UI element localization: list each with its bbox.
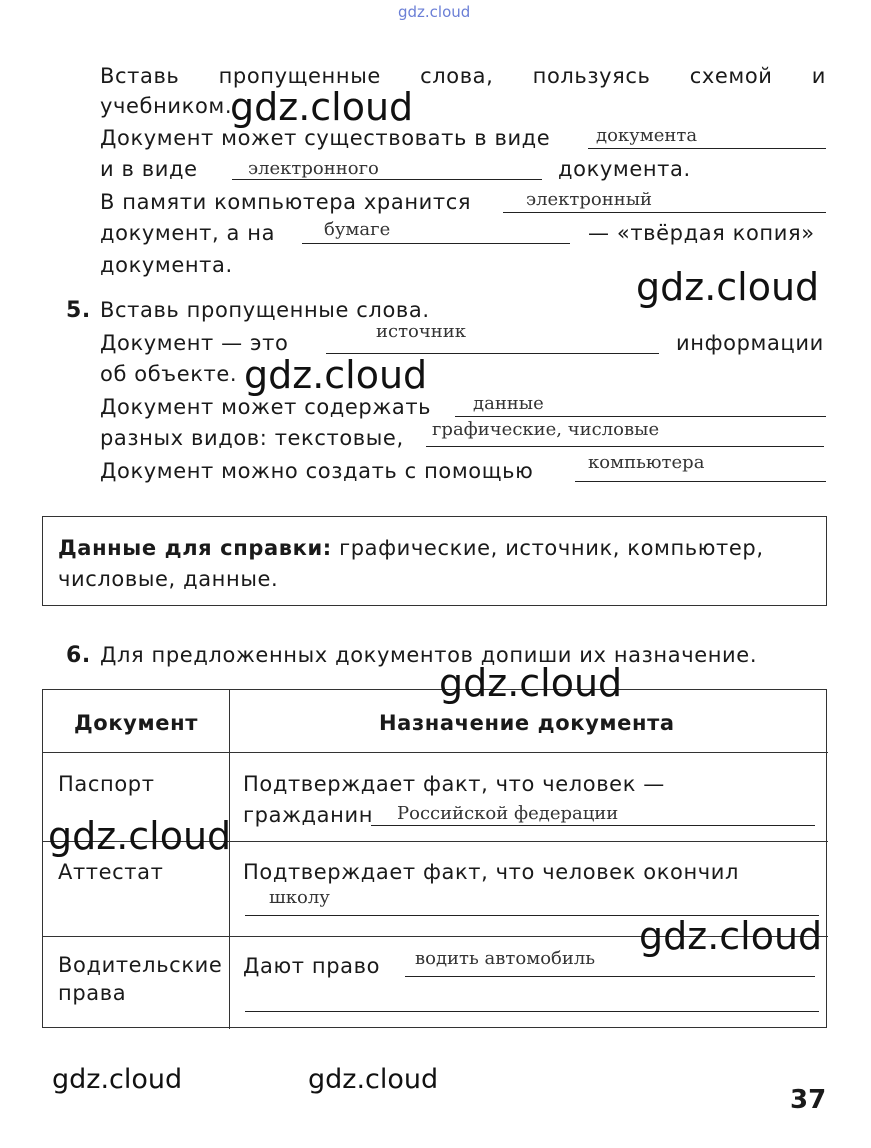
section-number: 5. — [66, 298, 91, 323]
s4-word: схемой — [689, 64, 773, 88]
watermark: gdz.cloud — [639, 914, 823, 958]
s5-line4-prefix: разных видов: текстовые, — [100, 426, 404, 450]
row3-doc-line2: права — [58, 981, 127, 1005]
watermark: gdz.cloud — [636, 265, 820, 309]
s5-answer4: компьютера — [588, 452, 705, 473]
s5-line1-suffix: информации — [676, 331, 824, 355]
row-divider — [43, 752, 828, 753]
s4-word: и — [811, 64, 826, 88]
s4-word: пользуясь — [532, 64, 651, 88]
row3-answer: водить автомобиль — [415, 948, 596, 969]
watermark: gdz.cloud — [439, 661, 623, 705]
s5-answer1: источник — [376, 321, 467, 342]
s4-answer1: документа — [596, 125, 698, 146]
header-purpose: Назначение документа — [379, 711, 675, 735]
answer-line — [426, 446, 824, 447]
s5-answer3: графические, числовые — [432, 419, 660, 440]
s4-word: Вставь — [100, 64, 180, 88]
s5-line2: об объекте. — [100, 362, 238, 386]
answer-line — [371, 825, 815, 826]
row3-doc-line1: Водительские — [58, 953, 223, 977]
reference-line1 — [58, 538, 764, 559]
s4-line2: учебником. — [100, 94, 233, 118]
s4-line1 — [100, 66, 826, 87]
answer-line — [575, 481, 826, 482]
watermark: gdz.cloud — [52, 1064, 183, 1095]
s5-title: Вставь пропущенные слова. — [100, 298, 430, 322]
s4-answer2: электронного — [248, 158, 379, 179]
header-document: Документ — [74, 711, 198, 735]
reference-text2: числовые, данные. — [58, 567, 279, 591]
reference-box — [42, 516, 827, 606]
s6-title: Для предложенных документов допиши их назначение. — [100, 643, 758, 667]
documents-table — [42, 689, 827, 1028]
reference-label: Данные для справки: — [58, 536, 332, 560]
s4-line4-prefix: и в виде — [100, 157, 198, 181]
watermark: gdz.cloud — [48, 814, 232, 858]
answer-line — [232, 179, 542, 180]
row1-answer: Российской федерации — [397, 803, 619, 824]
watermark: gdz.cloud — [308, 1064, 439, 1095]
s5-line1-prefix: Документ — это — [100, 331, 289, 355]
answer-line — [588, 148, 826, 149]
row1-doc: Паспорт — [58, 772, 155, 796]
row1-purpose-prefix: гражданин — [243, 803, 374, 827]
s4-line7: документа. — [100, 253, 233, 277]
s4-line4-suffix: документа. — [558, 157, 691, 181]
row2-doc: Аттестат — [58, 860, 164, 884]
page-number: 37 — [790, 1085, 827, 1115]
watermark: gdz.cloud — [230, 85, 414, 129]
s4-line3: Документ может существовать в виде — [100, 126, 551, 150]
row1-purpose-line1: Подтверждает факт, что человек — — [243, 772, 665, 796]
answer-line — [503, 212, 826, 213]
answer-line — [455, 416, 826, 417]
s5-answer2: данные — [473, 393, 544, 414]
section-number: 6. — [66, 643, 91, 668]
row2-purpose-line1: Подтверждает факт, что человек окончил — [243, 860, 740, 884]
top-watermark: gdz.cloud — [398, 3, 471, 21]
answer-line — [405, 976, 815, 977]
column-divider — [229, 690, 230, 1029]
s5-line5-prefix: Документ можно создать с помощью — [100, 459, 534, 483]
s5-line3-prefix: Документ может содержать — [100, 395, 432, 419]
answer-line — [302, 243, 570, 244]
row2-answer: школу — [269, 887, 330, 908]
s4-line6-prefix: документ, а на — [100, 221, 276, 245]
answer-line — [245, 1011, 819, 1012]
row3-purpose-prefix: Дают право — [243, 954, 381, 978]
s4-line6-suffix: — «твёрдая копия» — [588, 221, 815, 245]
reference-text1: графические, источник, компьютер, — [339, 536, 764, 560]
s4-line5: В памяти компьютера хранится — [100, 190, 472, 214]
s4-answer3: электронный — [526, 189, 653, 210]
watermark: gdz.cloud — [244, 353, 428, 397]
s4-word: пропущенные — [218, 64, 381, 88]
s4-answer4: бумаге — [324, 219, 391, 240]
s4-word: слова, — [420, 64, 494, 88]
